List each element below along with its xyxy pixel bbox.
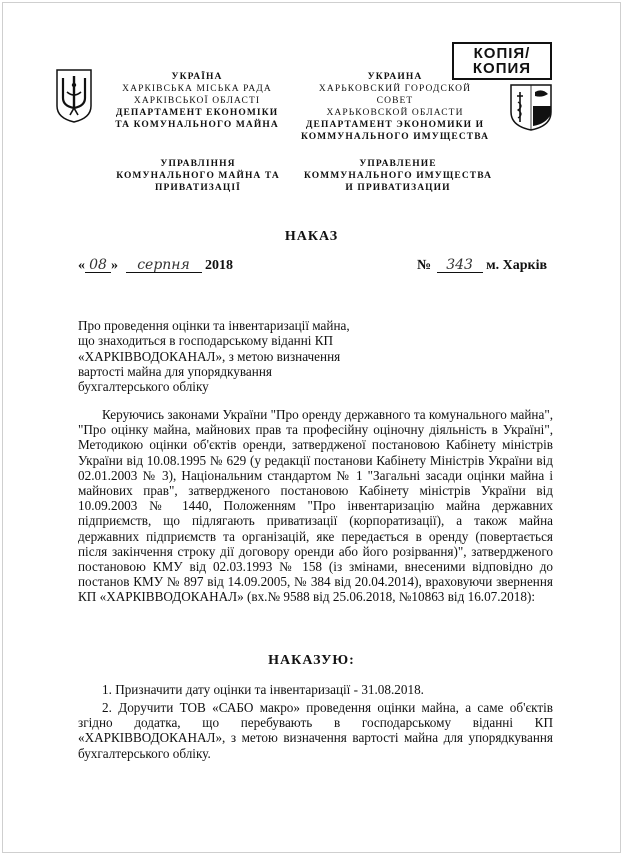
header-ua-council: ХАРКІВСЬКА МІСЬКА РАДА bbox=[122, 84, 272, 94]
trident-emblem-icon bbox=[54, 68, 94, 124]
copy-stamp-line1: КОПІЯ/ bbox=[473, 45, 531, 62]
header-ru-council: ХАРЬКОВСКИЙ ГОРОДСКОЙ СОВЕТ bbox=[318, 84, 472, 106]
order-body: Керуючись законами України "Про оренду державного та комунального майна", "Про оцінку майна, майнових прав та професійну оціночну діяльність в Україні", Методикою оцінки об'єктів оренди, затвердженої постановою Кабінету міністрів України від 10.08.1995 № 629 (у редакції постанови Кабінету Міністрів України від 02.01.2003 № 3), Національним стандартом № 1 "Загальні засади оцінки майна і майнових прав", затвердженого постановою Кабінету міністрів України від 10.09.2003 № 1440, Положенням "Про інвентаризацію майна державних підприємств, що підлягають приватизації (корпоратизації), а також майна державних підприємств та організацій, яке передається в оренду (повертається після закінчення строку дії договору оренди або його розірвання)", затвердженого постановою КМУ від 02.03.1993 № 158 (із змінами, внесеними відповідно до постанов КМУ № 897 від 14.09.2005, № 384 від 20.04.2014), враховуючи звернення КП «ХАРКІВВОДОКАНАЛ» (вх.№ 9588 від 25.06.2018, №10863 від 16.07.2018): bbox=[78, 407, 553, 605]
order-subject: Про проведення оцінки та інвентаризації майна, що знаходиться в господарському віданні КП «ХАРКІВВОДОКАНАЛ», з метою визначення вартості майна для упорядкування бухгалтерського обліку bbox=[78, 318, 350, 395]
order-number bbox=[417, 258, 547, 274]
number-prefix: № bbox=[417, 258, 432, 273]
header-ua-dept-line2: ТА КОМУНАЛЬНОГО МАЙНА bbox=[115, 120, 279, 130]
header-ua-region: ХАРКІВСЬКОЇ ОБЛАСТІ bbox=[133, 96, 261, 106]
header-ru-region: ХАРЬКОВСКОЙ ОБЛАСТИ bbox=[326, 108, 464, 118]
admin-ru bbox=[298, 158, 498, 194]
header-ru-dept-line1: ДЕПАРТАМЕНТ ЭКОНОМИКИ И bbox=[305, 120, 485, 130]
order-item-1: 1. Призначити дату оцінки та інвентаризації - 31.08.2018. bbox=[102, 682, 424, 697]
order-date bbox=[78, 258, 233, 274]
number-value: 343 bbox=[437, 258, 483, 273]
copy-stamp-line2: КОПИЯ bbox=[472, 60, 532, 77]
date-open-quote: « bbox=[78, 258, 85, 273]
date-month: серпня bbox=[126, 258, 202, 273]
city: м. Харків bbox=[486, 258, 548, 273]
document-title: НАКАЗ bbox=[284, 229, 339, 244]
header-ua bbox=[112, 71, 282, 131]
admin-ru-line1: УПРАВЛЕНИЕ bbox=[359, 159, 437, 169]
admin-ua-line3: ПРИВАТИЗАЦІЇ bbox=[155, 183, 241, 193]
header-ru bbox=[300, 71, 490, 143]
admin-ua-line2: КОМУНАЛЬНОГО МАЙНА ТА bbox=[116, 171, 280, 181]
admin-ru-line2: КОММУНАЛЬНОГО ИМУЩЕСТВА bbox=[303, 171, 493, 181]
header-ru-country: УКРАИНА bbox=[367, 72, 423, 82]
date-day: 08 bbox=[85, 258, 111, 273]
date-close-quote: » bbox=[111, 258, 118, 273]
date-year: 2018 bbox=[205, 258, 233, 273]
order-item-2: 2. Доручити ТОВ «САБО макро» проведення оцінки майна, а саме об'єктів згідно додатка, що перебувають в господарському віданні КП «ХАРКІВВОДОКАНАЛ», з метою визначення вартості майна для упорядкування бухгалтерського обліку. bbox=[78, 700, 553, 761]
copy-stamp bbox=[452, 42, 552, 80]
header-ru-dept-line2: КОММУНАЛЬНОГО ИМУЩЕСТВА bbox=[300, 132, 490, 142]
header-ua-country: УКРАЇНА bbox=[171, 72, 223, 82]
order-directive-heading: НАКАЗУЮ: bbox=[268, 653, 355, 668]
admin-ru-line3: И ПРИВАТИЗАЦИИ bbox=[345, 183, 451, 193]
admin-ua bbox=[106, 158, 290, 194]
header-ua-dept-line1: ДЕПАРТАМЕНТ ЕКОНОМІКИ bbox=[115, 108, 279, 118]
kharkiv-coat-of-arms-icon bbox=[508, 82, 554, 132]
admin-ua-line1: УПРАВЛІННЯ bbox=[160, 159, 236, 169]
